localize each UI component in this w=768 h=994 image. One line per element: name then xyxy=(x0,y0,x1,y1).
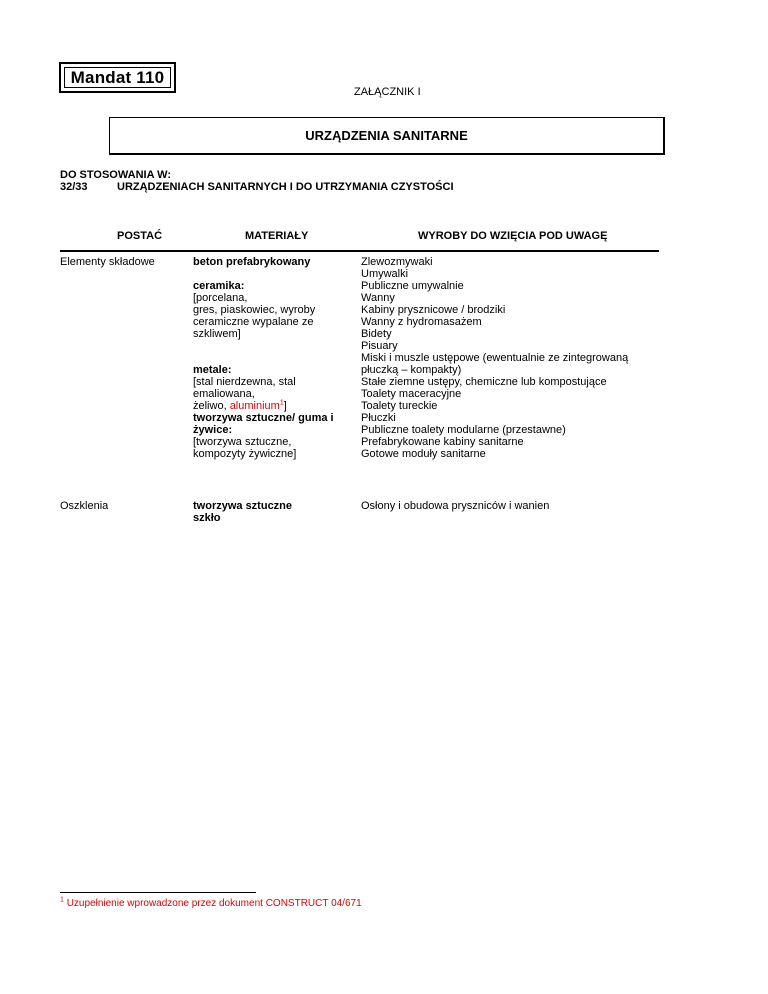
row2-product: Osłony i obudowa pryszniców i wanien xyxy=(361,500,550,512)
material-plastics-line: [tworzywa sztuczne, xyxy=(193,436,292,448)
header-rule xyxy=(60,250,659,252)
row1-form: Elementy składowe xyxy=(60,256,155,268)
product-item: Bidety xyxy=(361,328,392,340)
row1-materials xyxy=(193,256,343,460)
material-metals-prefix: żeliwo, xyxy=(193,400,230,412)
material-metals-line: emaliowana, xyxy=(193,388,255,400)
column-header-materials: MATERIAŁY xyxy=(245,230,309,242)
product-item: Stałe ziemne ustępy, chemiczne lub kompostujące xyxy=(361,376,607,388)
product-item: Wanny xyxy=(361,292,395,304)
footnote-ref: 1 xyxy=(279,399,284,407)
product-item: Toalety maceracyjne xyxy=(361,388,462,400)
row2-form: Oszklenia xyxy=(60,500,109,512)
product-item: Gotowe moduły sanitarne xyxy=(361,448,486,460)
material-ceramics-line: gres, piaskowiec, wyroby xyxy=(193,304,316,316)
applies-to-text: URZĄDZENIACH SANITARNYCH I DO UTRZYMANIA CZYSTOŚCI xyxy=(117,181,454,193)
material-metals-line xyxy=(193,400,343,412)
product-item: Umywalki xyxy=(361,268,409,280)
product-item: Pisuary xyxy=(361,340,398,352)
applies-to-label: DO STOSOWANIA W: xyxy=(60,169,172,181)
material-plastics: tworzywa sztuczne xyxy=(193,500,293,512)
material-ceramics-line: ceramiczne wypalane ze xyxy=(193,316,314,328)
column-header-form: POSTAĆ xyxy=(117,230,163,242)
material-ceramics-line: [porcelana, xyxy=(193,292,248,304)
footnote xyxy=(60,898,362,909)
material-plastics-title: żywice: xyxy=(193,424,233,436)
material-ceramics-title: ceramika: xyxy=(193,280,245,292)
material-plastics-title: tworzywa sztuczne/ guma i xyxy=(193,412,334,424)
material-metals-suffix: ] xyxy=(283,400,287,412)
product-item: Zlewozmywaki xyxy=(361,256,433,268)
added-aluminium: aluminium xyxy=(229,400,280,412)
material-precast-concrete: beton prefabrykowany xyxy=(193,256,311,268)
product-item: Toalety tureckie xyxy=(361,400,438,412)
product-item: Publiczne umywalnie xyxy=(361,280,464,292)
material-glass: szkło xyxy=(193,512,221,524)
footnote-text: Uzupełnienie wprowadzone przez dokument CONSTRUCT 04/671 xyxy=(66,898,362,909)
document-title: URZĄDZENIA SANITARNE xyxy=(109,117,665,155)
applies-to-line xyxy=(60,181,454,193)
product-item: Płuczki xyxy=(361,412,396,424)
material-plastics-line: kompozyty żywiczne] xyxy=(193,448,297,460)
annex-label: ZAŁĄCZNIK I xyxy=(354,86,421,98)
mandate-box xyxy=(59,62,176,93)
row2-materials xyxy=(193,500,343,524)
product-item: Prefabrykowane kabiny sanitarne xyxy=(361,436,524,448)
footnote-rule xyxy=(60,892,256,893)
product-item: Wanny z hydromasażem xyxy=(361,316,482,328)
product-item: płuczką – kompakty) xyxy=(361,364,462,376)
product-item: Kabiny prysznicowe / brodziki xyxy=(361,304,506,316)
footnote-mark: 1 xyxy=(60,896,64,904)
material-metals-line: [stal nierdzewna, stal xyxy=(193,376,296,388)
row1-products xyxy=(361,256,651,460)
mandate-label: Mandat 110 xyxy=(64,67,171,88)
material-ceramics-line: szkliwem] xyxy=(193,328,241,340)
applies-to-number: 32/33 xyxy=(60,181,88,193)
product-item: Miski i muszle ustępowe (ewentualnie ze zintegrowaną xyxy=(361,352,629,364)
column-header-products: WYROBY DO WZIĘCIA POD UWAGĘ xyxy=(418,230,608,242)
material-metals-title: metale: xyxy=(193,364,232,376)
product-item: Publiczne toalety modularne (przestawne) xyxy=(361,424,566,436)
